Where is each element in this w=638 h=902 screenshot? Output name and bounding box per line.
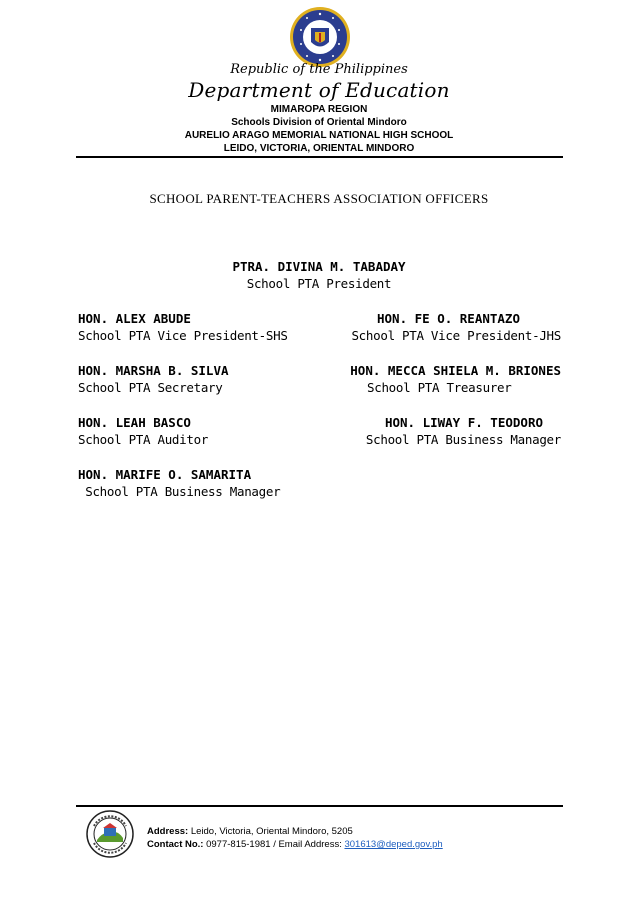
department-heading: Department of Education: [188, 78, 450, 102]
division-heading: Schools Division of Oriental Mindoro: [231, 117, 407, 128]
deped-seal-icon: [289, 6, 351, 68]
officer-name: HON. FE O. REANTAZO: [377, 311, 520, 326]
header-divider: [76, 156, 563, 158]
officer-name: HON. MECCA SHIELA M. BRIONES: [350, 363, 561, 378]
president-role: School PTA President: [246, 276, 392, 291]
officer-role: School PTA Vice President-SHS: [78, 328, 288, 343]
footer-address-value: Leido, Victoria, Oriental Mindoro, 5205: [188, 826, 353, 837]
school-address-heading: LEIDO, VICTORIA, ORIENTAL MINDORO: [223, 143, 415, 154]
officer-name: HON. MARSHA B. SILVA: [78, 363, 229, 378]
footer-contact-value: 0977-815-1981 / Email Address:: [203, 839, 345, 850]
officer-name: HON. MARIFE O. SAMARITA: [78, 467, 252, 482]
officer-name: HON. LEAH BASCO: [78, 415, 191, 430]
officer-name: HON. LIWAY F. TEODORO: [384, 415, 543, 430]
school-heading: AURELIO ARAGO MEMORIAL NATIONAL HIGH SCHOOL: [184, 130, 454, 141]
footer-email-link[interactable]: 301613@deped.gov.ph: [344, 839, 443, 850]
footer-address-label: Address:: [147, 826, 189, 837]
republic-heading: Republic of the Philippines: [230, 62, 408, 77]
officer-role: School PTA Treasurer: [367, 380, 512, 395]
officer-role: School PTA Vice President-JHS: [351, 328, 561, 343]
president-name: PTRA. DIVINA M. TABADAY: [232, 259, 406, 274]
officer-role: School PTA Business Manager: [78, 484, 281, 499]
footer-divider: [76, 805, 563, 807]
footer-contact-label: Contact No.:: [147, 839, 204, 850]
footer-contact: [147, 839, 443, 850]
officer-role: School PTA Business Manager: [365, 432, 561, 447]
officer-role: School PTA Auditor: [78, 432, 209, 447]
school-logo-icon: [86, 810, 134, 858]
region-heading: MIMAROPA REGION: [270, 104, 368, 115]
footer-address: [147, 826, 353, 837]
officer-name: HON. ALEX ABUDE: [78, 311, 191, 326]
officer-role: School PTA Secretary: [78, 380, 223, 395]
document-title: SCHOOL PARENT-TEACHERS ASSOCIATION OFFICERS: [149, 191, 489, 206]
